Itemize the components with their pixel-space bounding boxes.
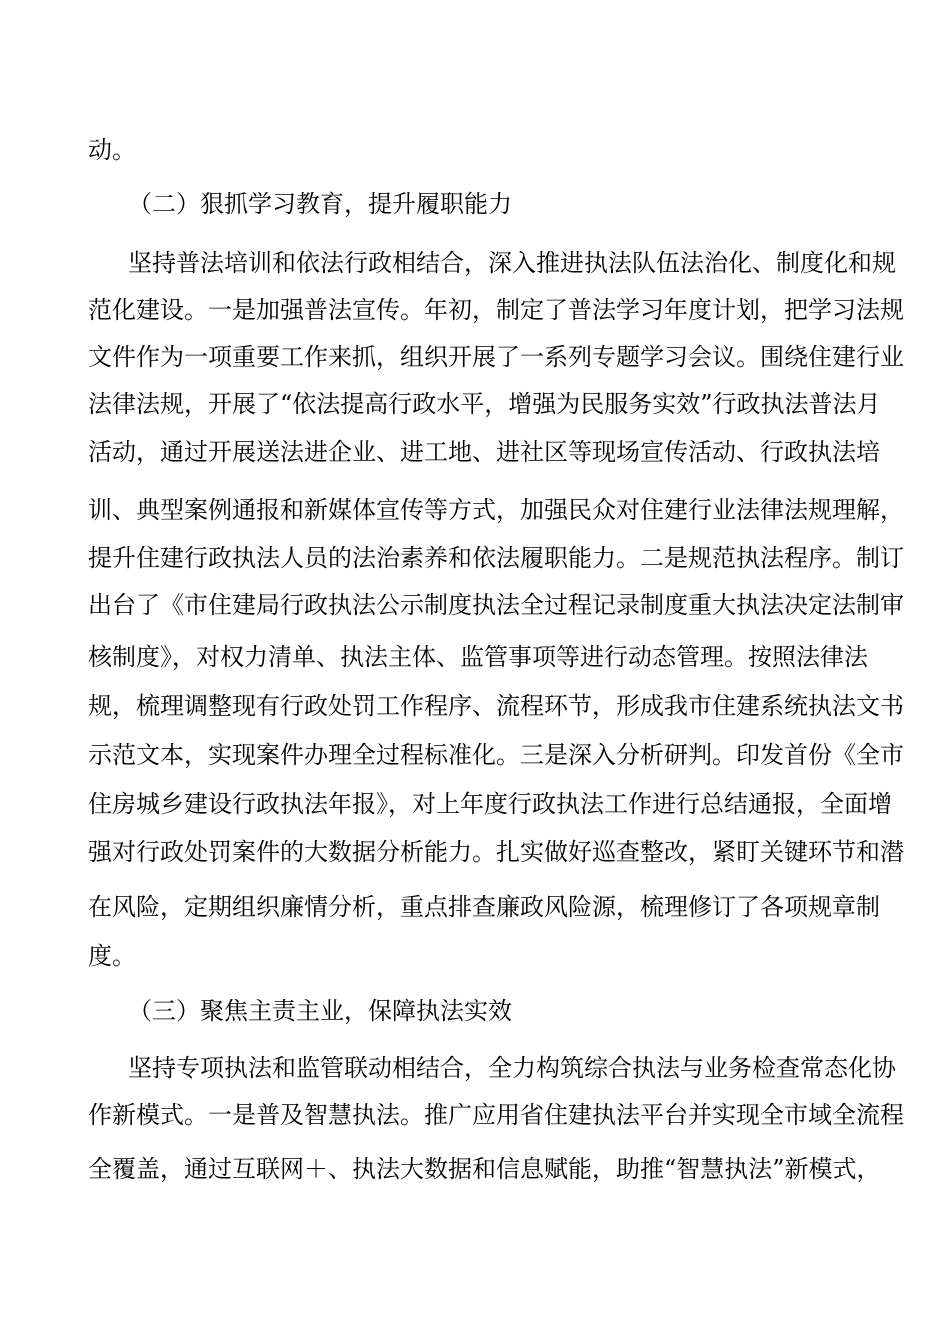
paragraph-line: 在风险，定期组织廉情分析，重点排查廉政风险源，梳理修订了各项规章制: [88, 893, 880, 921]
paragraph-end-line: 度。: [88, 942, 136, 970]
paragraph-line: 强对行政处罚案件的大数据分析能力。扎实做好巡查整改，紧盯关键环节和潜: [88, 838, 904, 866]
paragraph-line: 文件作为一项重要工作来抓，组织开展了一系列专题学习会议。围绕住建行业: [88, 343, 904, 371]
section-heading-2: （二）狠抓学习教育，提升履职能力: [128, 190, 512, 218]
section-heading-3: （三）聚焦主责主业，保障执法实效: [128, 997, 512, 1025]
paragraph-line: 全覆盖，通过互联网＋、执法大数据和信息赋能，助推“智慧执法”新模式，: [88, 1155, 881, 1183]
paragraph-line: 核制度》，对权力清单、执法主体、监管事项等进行动态管理。按照法律法: [88, 643, 868, 671]
paragraph-line: 范化建设。一是加强普法宣传。年初，制定了普法学习年度计划，把学习法规: [88, 296, 904, 324]
paragraph-line: 活动，通过开展送法进企业、进工地、进社区等现场宣传活动、行政执法培: [88, 438, 880, 466]
paragraph-line: 作新模式。一是普及智慧执法。推广应用省住建执法平台并实现全市域全流程: [88, 1101, 904, 1129]
paragraph-line: 规，梳理调整现有行政处罚工作程序、流程环节，形成我市住建系统执法文书: [88, 692, 904, 720]
paragraph-end-line: 动。: [88, 136, 136, 164]
paragraph-line: 坚持普法培训和依法行政相结合，深入推进执法队伍法治化、制度化和规: [128, 249, 896, 277]
paragraph-line: 提升住建行政执法人员的法治素养和依法履职能力。二是规范执法程序。制订: [88, 544, 904, 572]
paragraph-line: 法律法规，开展了“依法提高行政水平，增强为民服务实效”行政执法普法月: [88, 390, 881, 418]
paragraph-line: 训、典型案例通报和新媒体宣传等方式，加强民众对住建行业法律法规理解，: [88, 496, 904, 524]
paragraph-line: 住房城乡建设行政执法年报》，对上年度行政执法工作进行总结通报，全面增: [88, 790, 892, 818]
paragraph-line: 出台了《市住建局行政执法公示制度执法全过程记录制度重大执法决定法制审: [88, 591, 904, 619]
paragraph-line: 示范文本，实现案件办理全过程标准化。三是深入分析研判。印发首份《全市: [88, 741, 904, 769]
paragraph-line: 坚持专项执法和监管联动相结合，全力构筑综合执法与业务检查常态化协: [128, 1054, 896, 1082]
